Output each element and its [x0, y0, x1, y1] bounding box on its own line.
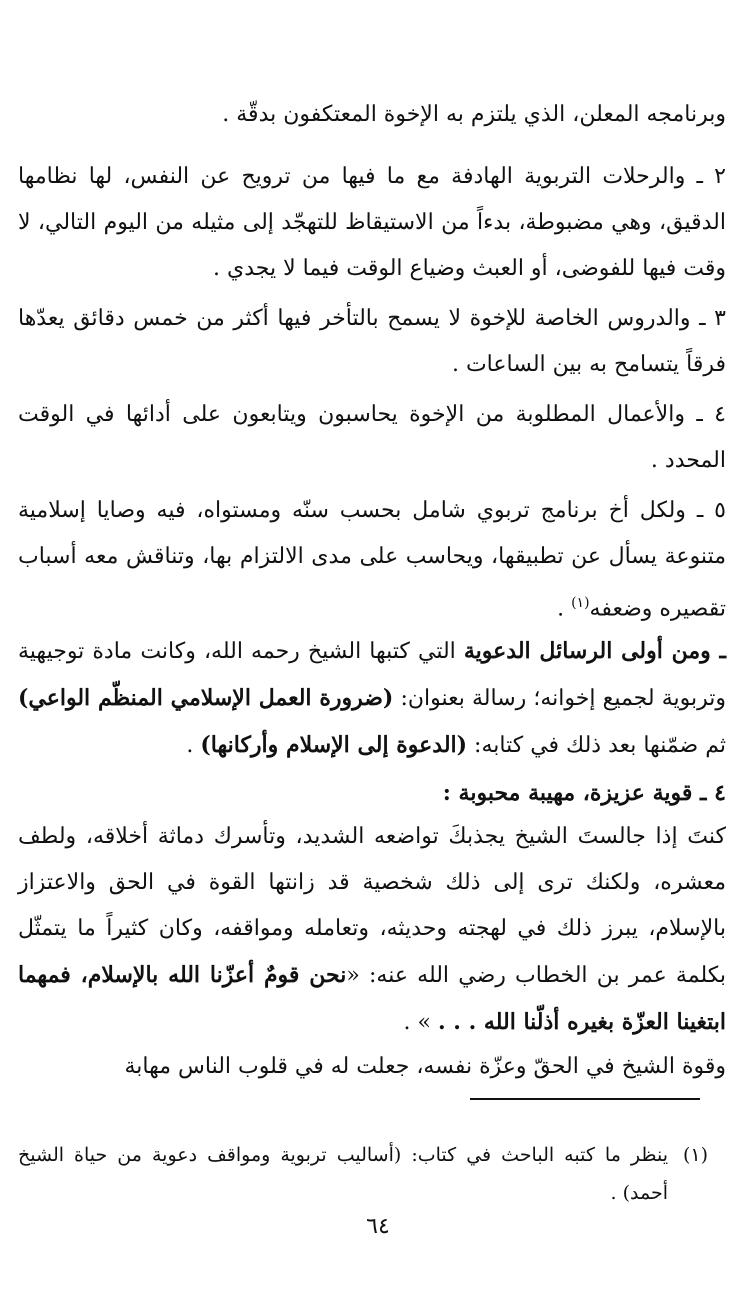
heading-text: ٤ ـ قوية عزيزة، مهيبة محبوبة : — [442, 780, 726, 806]
book-title-1: (ضرورة العمل الإسلامي المنظّم الواعي) — [18, 685, 394, 711]
paragraph-text: وقوة الشيخ في الحقّ وعزّة نفسه، جعلت له في قلوب الناس مهابة — [124, 1054, 726, 1079]
book-title-2: (الدعوة إلى الإسلام وأركانها) — [200, 732, 468, 758]
paragraph-text-2: ثم ضمّنها بعد ذلك في كتابه: — [467, 733, 726, 758]
paragraph-end: » . — [403, 1010, 438, 1035]
paragraph-item-4 — [18, 392, 726, 484]
paragraph-continuation — [18, 92, 726, 138]
paragraph-text: ٣ ـ والدروس الخاصة للإخوة لا يسمح بالتأخر فيها أكثر من خمس دقائق يعدّها فرقاً يتسامح به بين الساعات . — [18, 306, 726, 377]
footnote-divider — [470, 1098, 700, 1100]
paragraph-end: . — [186, 733, 201, 758]
paragraph-text: ٢ ـ والرحلات التربوية الهادفة مع ما فيها من ترويح عن النفس، لها نظامها الدقيق، وهي مضبوطة، بدءاً من الاستيقاظ للتهجّد إلى مثيله من اليوم التالي، لا وقت فيها للفوضى، أو العبث وضياع الوقت فيما لا يجدي . — [18, 164, 726, 281]
paragraph-strength — [18, 814, 726, 1046]
footnote-text: ينظر ما كتبه الباحث في كتاب: (أساليب تربوية ومواقف دعوية من حياة الشيخ أحمد) . — [18, 1144, 668, 1204]
paragraph-item-5 — [18, 488, 726, 632]
paragraph-text: كنتَ إذا جالستَ الشيخ يجذبكَ تواضعه الشديد، وتأسرك دماثة أخلاقه، ولطف معشره، ولكنك ترى إلى ذلك شخصية قد زانتها القوة في الحق والاعتزاز بالإسلام، يبرز ذلك في لهجته وحديثه، وتعامله ومواقفه، وكان كثيراً ما يتمثّل بكلمة عمر بن الخطاب رضي الله عنه: « — [18, 824, 726, 988]
paragraph-text: التي كتبها الشيخ رحمه الله، وكانت مادة توجيهية وتربوية لجميع إخوانه؛ رسالة بعنوان: — [18, 639, 726, 711]
paragraph-last — [18, 1044, 726, 1090]
paragraph-letters — [18, 628, 726, 769]
paragraph-item-3 — [18, 296, 726, 388]
footnote-reference: (١) — [571, 595, 590, 611]
paragraph-text: وبرنامجه المعلن، الذي يلتزم به الإخوة المعتكفون بدقّة . — [222, 102, 726, 127]
footnote-number: (١) — [683, 1144, 709, 1166]
paragraph-text: ٤ ـ والأعمال المطلوبة من الإخوة يحاسبون ويتابعون على أدائها في الوقت المحدد . — [18, 402, 726, 473]
paragraph-end: . — [557, 596, 572, 622]
quote-text: نحن قومٌ أعزّنا الله بالإسلام، فمهما ابتغينا العزّة بغيره أذلّنا الله . . . — [18, 962, 726, 1035]
paragraph-lead: ـ ومن أولى الرسائل الدعوية — [463, 638, 727, 664]
paragraph-text: ٥ ـ ولكل أخ برنامج تربوي شامل بحسب سنّه ومستواه، فيه وصايا إسلامية متنوعة يسأل عن تطبيقها، ويحاسب على مدى الالتزام بها، وتناقش معه أسباب تقصيره وضعفه — [18, 498, 726, 622]
section-heading — [18, 770, 726, 816]
paragraph-item-2 — [18, 154, 726, 292]
page-number: ٦٤ — [366, 1214, 390, 1239]
